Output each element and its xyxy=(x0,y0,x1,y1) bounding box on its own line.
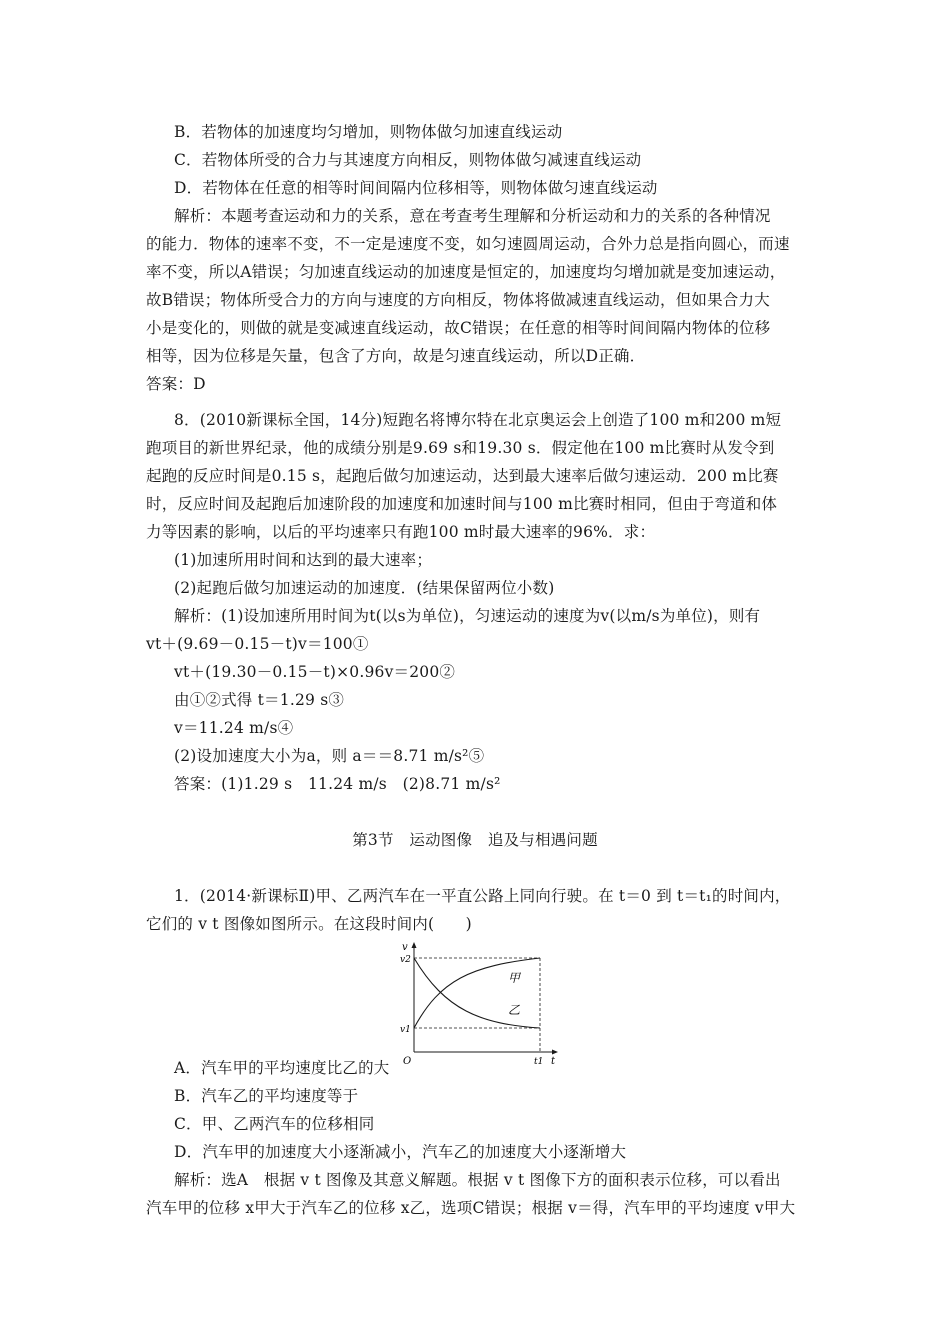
option-a: A．汽车甲的平均速度比乙的大 xyxy=(174,1059,390,1077)
analysis-line: 解析：本题考查运动和力的关系，意在考查考生理解和分析运动和力的关系的各种情况 xyxy=(174,207,771,225)
option-d: D．汽车甲的加速度大小逐渐减小，汽车乙的加速度大小逐渐增大 xyxy=(174,1143,627,1161)
option-c-prev: C．若物体所受的合力与其速度方向相反，则物体做匀减速直线运动 xyxy=(174,151,642,169)
analysis-line: 率不变，所以A错误；匀加速直线运动的加速度是恒定的，加速度均匀增加就是变加速运动， xyxy=(146,263,786,281)
equation-4: v＝11.24 m/s④ xyxy=(174,719,294,737)
axis-label-t: t xyxy=(551,1056,556,1067)
curve-jia xyxy=(414,958,540,1028)
question-8-line: 力等因素的影响，以后的平均速率只有跑100 m时最大速率的96%．求： xyxy=(146,523,656,541)
solution-line: 解析：(1)设加速所用时间为t(以s为单位)，匀速运动的速度为v(以m/s为单位)，则有 xyxy=(174,607,761,625)
question-8-part1: (1)加速所用时间和达到的最大速率； xyxy=(174,551,433,569)
label-jia: 甲 xyxy=(508,971,521,985)
label-v1: v1 xyxy=(400,1025,411,1035)
question-8-part2: (2)起跑后做匀加速运动的加速度．(结果保留两位小数) xyxy=(174,579,555,597)
solution-line: 汽车甲的位移 x甲大于汽车乙的位移 x乙，选项C错误；根据 v＝得，汽车甲的平均速度 v甲大 xyxy=(146,1199,796,1217)
v-axis-arrow xyxy=(412,942,417,948)
vt-graph-figure xyxy=(400,940,560,1067)
option-d-prev: D．若物体在任意的相等时间间隔内位移相等，则物体做匀速直线运动 xyxy=(174,179,658,197)
label-yi: 乙 xyxy=(508,1003,521,1017)
equation-2: vt＋(19.30－0.15－t)×0.96v＝200② xyxy=(174,663,456,681)
answer-line: 答案：(1)1.29 s 11.24 m/s (2)8.71 m/s² xyxy=(174,775,501,793)
label-t1: t1 xyxy=(534,1057,544,1067)
solution-line: 解析：选A 根据 v t 图像及其意义解题。根据 v t 图像下方的面积表示位移，可以看出 xyxy=(174,1171,781,1189)
label-v2: v2 xyxy=(400,955,411,965)
question-1-line: 1．(2014·新课标Ⅱ)甲、乙两汽车在一平直公路上同向行驶。在 t＝0 到 t＝t₁的时间内， xyxy=(174,887,791,905)
option-c: C．甲、乙两汽车的位移相同 xyxy=(174,1115,375,1133)
equation-1: vt＋(9.69－0.15－t)v＝100① xyxy=(146,635,369,653)
question-8-line: 时，反应时间及起跑后加速阶段的加速度和加速时间与100 m比赛时相同，但由于弯道和体 xyxy=(146,495,778,513)
equation-5: (2)设加速度大小为a，则 a＝＝8.71 m/s²⑤ xyxy=(174,747,485,765)
analysis-line: 相等，因为位移是矢量，包含了方向，故是匀速直线运动，所以D正确． xyxy=(146,347,646,365)
section-title: 第3节 运动图像 追及与相遇问题 xyxy=(352,831,598,849)
question-8-line: 起跑的反应时间是0.15 s，起跑后做匀加速运动，达到最大速率后做匀速运动．200 m比赛 xyxy=(146,467,779,485)
question-1-line: 它们的 v t 图像如图所示。在这段时间内( ) xyxy=(146,915,472,933)
option-b: B．汽车乙的平均速度等于 xyxy=(174,1087,359,1105)
axis-label-v: v xyxy=(402,942,408,953)
analysis-line: 的能力．物体的速率不变，不一定是速度不变，如匀速圆周运动，合外力总是指向圆心，而速 xyxy=(146,235,790,253)
analysis-line: 小是变化的，则做的就是变减速直线运动，故C错误；在任意的相等时间间隔内物体的位移 xyxy=(146,319,771,337)
t-axis-arrow xyxy=(552,1050,558,1055)
question-8-line: 8．(2010新课标全国，14分)短跑名将博尔特在北京奥运会上创造了100 m和200 m短 xyxy=(174,411,782,429)
answer-line: 答案：D xyxy=(146,375,206,393)
question-8-line: 跑项目的新世界纪录，他的成绩分别是9.69 s和19.30 s．假定他在100 m比赛时从发令到 xyxy=(146,439,775,457)
origin-label: O xyxy=(403,1056,412,1067)
equation-3: 由①②式得 t＝1.29 s③ xyxy=(174,691,345,709)
option-b-prev: B．若物体的加速度均匀增加，则物体做匀加速直线运动 xyxy=(174,123,563,141)
analysis-line: 故B错误；物体所受合力的方向与速度的方向相反，物体将做减速直线运动，但如果合力大 xyxy=(146,291,770,309)
curve-yi xyxy=(414,958,540,1028)
